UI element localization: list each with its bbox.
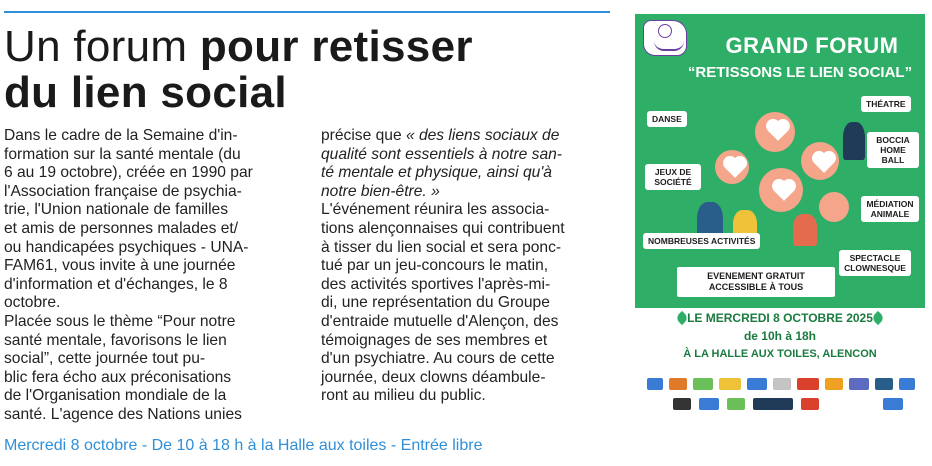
text-line: d'un psychiatre. Au cours de cette: [321, 350, 555, 368]
text-line: FAM61, vous invite à une journée: [4, 257, 236, 275]
text-line: blic fera écho aux préconisations: [4, 368, 232, 386]
tag-danse: DANSE: [647, 111, 687, 127]
quote-text: té mentale et physique, ainsi qu'à: [321, 164, 552, 182]
partner-logo-icon: [849, 378, 869, 390]
partner-logo-icon: [693, 378, 713, 390]
partner-logo-icon: [727, 398, 745, 410]
tag-jeux-de-societe: JEUX DE SOCIÉTÉ: [645, 164, 701, 190]
squiggle-icon: [654, 41, 684, 51]
quote-intro: précise que: [321, 127, 406, 144]
partner-logo-icon: [797, 378, 819, 390]
text-line: trie, l'Union nationale de familles: [4, 201, 229, 219]
text-line: de l'Organisation mondiale de la: [4, 387, 227, 405]
text-line: journée, deux clowns déambule-: [321, 368, 546, 386]
poster-time: de 10h à 18h: [743, 329, 817, 343]
text-line: [321, 127, 611, 146]
text-line: tué par un jeu-concours le matin,: [321, 257, 549, 275]
text-line: Placée sous le thème “Pour notre: [4, 312, 236, 330]
article-column-right: [321, 127, 611, 406]
text-line: L'événement réunira les associa-: [321, 201, 550, 219]
text-line: [321, 164, 611, 183]
person-figure-icon: [843, 122, 865, 160]
text-line: santé. L'agence des Nations unies: [4, 405, 242, 423]
text-line: ou handicapées psychiques - UNA-: [4, 238, 249, 256]
event-info-footer: Mercredi 8 octobre - De 10 à 18 h à la Halle aux toiles - Entrée libre: [4, 437, 483, 454]
partner-logo-icon: [825, 378, 843, 390]
poster-illustration: [693, 106, 873, 246]
text-line: 6 au 19 octobre), créée en 1990 par: [4, 164, 253, 182]
headline-bold-part-1: pour retisser: [199, 22, 473, 71]
headline-bold-part-2: du lien social: [4, 68, 287, 117]
quote-text: « des liens sociaux de: [405, 127, 560, 144]
top-rule: [4, 11, 610, 13]
text-line: l'Association française de psychia-: [4, 182, 242, 200]
tag-mediation-animale: MÉDIATION ANIMALE: [861, 196, 919, 222]
partner-logo-icon: [647, 378, 663, 390]
text-line: santé mentale, favorisons le lien: [4, 331, 227, 349]
article-headline: [4, 24, 624, 116]
free-entry-box: EVENEMENT GRATUIT ACCESSIBLE À TOUS: [677, 267, 835, 297]
hand-drawn-sticker-icon: [643, 20, 687, 56]
tag-spectacle-clownesque: SPECTACLE CLOWNESQUE: [839, 250, 911, 276]
text-line: des activités sportives l'après-mi-: [321, 275, 551, 293]
partner-logo-icon: [773, 378, 791, 390]
article-column-left: [4, 127, 294, 425]
quote-text: notre bien-être. »: [321, 182, 440, 200]
smiley-face-icon: [658, 24, 672, 38]
tag-nombreuses-activites: NOMBREUSES ACTIVITÉS: [643, 233, 760, 249]
partner-logo-icon: [883, 398, 903, 410]
text-line: et amis de personnes malades et/: [4, 219, 239, 237]
text-line: [321, 146, 611, 165]
partner-logo-icon: [719, 378, 741, 390]
text-line: [321, 183, 611, 202]
event-poster: [635, 14, 925, 424]
text-line: octobre.: [4, 294, 61, 312]
partner-logos: [643, 372, 919, 418]
tag-theatre: THÉATRE: [861, 96, 911, 112]
quote-text: qualité sont essentiels à notre san-: [321, 145, 562, 163]
text-line: formation sur la santé mentale (du: [4, 145, 241, 163]
partner-logo-icon: [801, 398, 819, 410]
partner-logo-icon: [747, 378, 767, 390]
text-line: ront au milieu du public.: [321, 387, 486, 405]
poster-title: GRAND FORUM: [725, 33, 899, 58]
poster-date: LE MERCREDI 8 OCTOBRE 2025: [687, 311, 873, 325]
tag-boccia: BOCCIA HOME BALL: [867, 132, 919, 168]
headline-light-part: Un forum: [4, 22, 200, 71]
partner-logo-icon: [673, 398, 691, 410]
poster-place: À LA HALLE AUX TOILES, ALENCON: [683, 348, 877, 360]
partner-logo-icon: [899, 378, 915, 390]
partner-logo-icon: [669, 378, 687, 390]
poster-subtitle: “RETISSONS LE LIEN SOCIAL”: [687, 64, 913, 81]
text-line: Dans le cadre de la Semaine d'in-: [4, 127, 238, 144]
text-line: social”, cette journée tout pu-: [4, 350, 206, 368]
text-line: témoignages de ses membres et: [321, 331, 548, 349]
text-line: d'information et d'échanges, le 8: [4, 275, 228, 293]
text-line: tions alençonnaises qui contribuent: [321, 219, 565, 237]
person-figure-icon: [793, 214, 817, 246]
heart-bubble-icon: [819, 192, 849, 222]
partner-logo-icon: [699, 398, 719, 410]
text-line: à tisser du lien social et sera ponc-: [321, 238, 562, 256]
text-line: d'entraide mutuelle d'Alençon, des: [321, 312, 559, 330]
partner-logo-icon: [875, 378, 893, 390]
text-line: di, une représentation du Groupe: [321, 294, 550, 312]
partner-logo-icon: [753, 398, 793, 410]
